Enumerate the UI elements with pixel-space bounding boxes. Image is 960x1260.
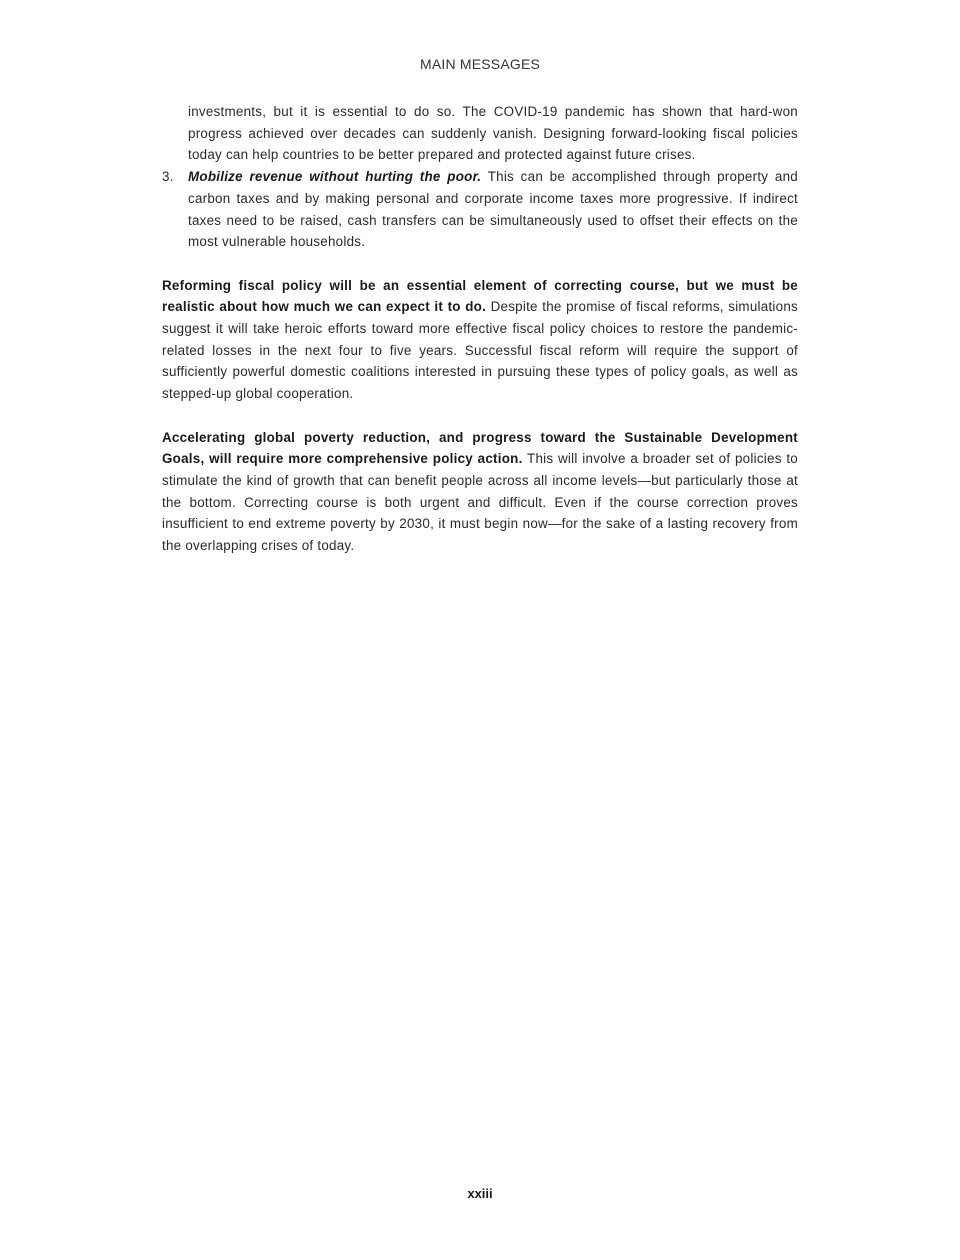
page-number: xxiii (467, 1186, 493, 1201)
main-text (162, 101, 798, 557)
paragraph-lead: Reforming fiscal policy will be an essential element of correcting course, but we must be realistic about how much we can expect it to do. (162, 277, 798, 315)
list-item-lead: Mobilize revenue without hurting the poor. (188, 169, 482, 185)
paragraph-fiscal-reform (162, 275, 798, 405)
list-item-continuation: investments, but it is essential to do so. The COVID-19 pandemic has shown that hard-won progress achieved over decades can suddenly vanish. Designing forward-looking fiscal policies today can help countries to be better prepared and protected against future crises. (188, 104, 798, 163)
paragraph-text: This will involve a broader set of policies to stimulate the kind of growth that can benefit people across all income levels—but particularly those at the bottom. Correcting course is both urgent and difficult. Even if the course correction proves insufficient to end extreme poverty by 2030, it must begin now—for the sake of a lasting recovery from the overlapping crises of today. (162, 451, 798, 554)
list-item-text: This can be accomplished through property and carbon taxes and by making personal and corporate income taxes more progressive. If indirect taxes need to be raised, cash transfers can be simultaneously used to offset their effects on the most vulnerable households. (188, 169, 798, 250)
list-item-number: 3. (162, 169, 174, 185)
paragraph-text: Despite the promise of fiscal reforms, simulations suggest it will take heroic efforts toward more effective fiscal policy choices to restore the pandemic-related losses in the next four to five years. Successful fiscal reform will require the support of sufficiently powerful domestic coalitions interested in pursuing these types of policy goals, as well as stepped-up global cooperation. (162, 299, 798, 402)
paragraph-poverty-reduction (162, 427, 798, 557)
list-item-3 (162, 166, 798, 253)
paragraph-lead: Accelerating global poverty reduction, and progress toward the Sustainable Development Goals, will require more comprehensive policy action. (162, 429, 798, 467)
running-header: MAIN MESSAGES (419, 56, 541, 72)
